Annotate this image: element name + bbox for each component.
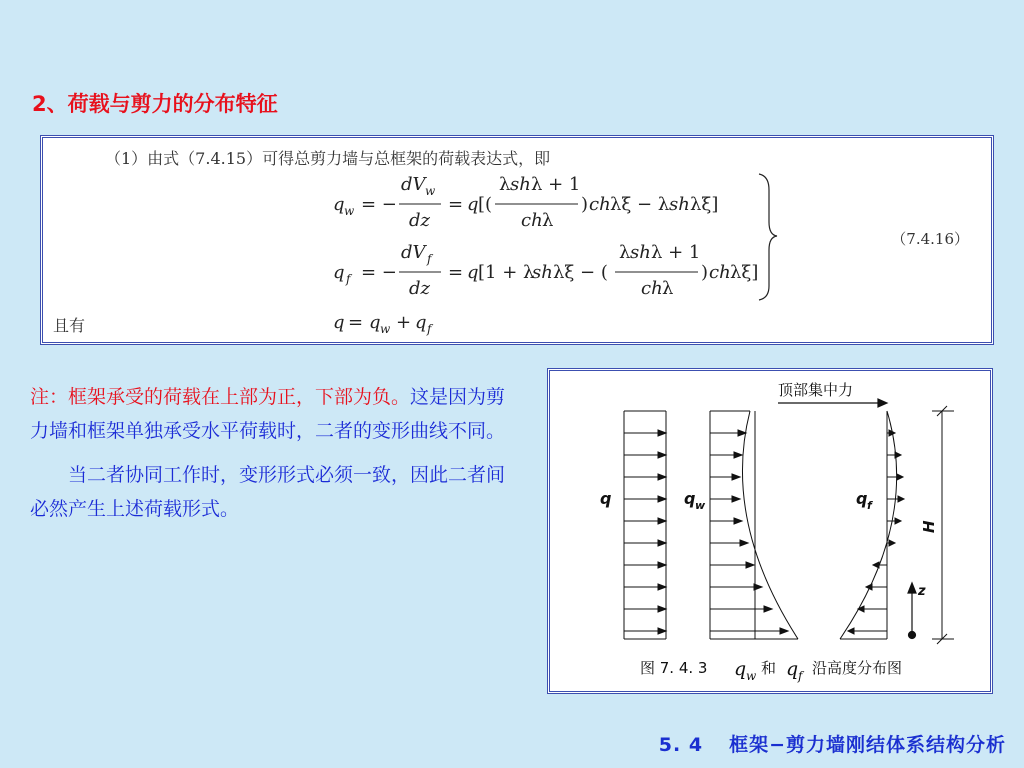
- svg-text:q: q: [415, 312, 427, 333]
- footer-title: 框架−剪力墙刚结体系结构分析: [729, 734, 1006, 756]
- formula-equations: [43, 138, 991, 342]
- svg-text:dz: dz: [409, 210, 431, 231]
- label-qf-sub: f: [867, 499, 872, 512]
- equation-qf: [333, 242, 758, 299]
- svg-text:ch: ch: [589, 194, 611, 215]
- equation-q-sum: [333, 312, 434, 336]
- label-qw-sub: w: [695, 499, 706, 512]
- top-force-arrow: [778, 399, 887, 407]
- svg-text:q: q: [467, 194, 479, 215]
- caption-qw: q: [734, 658, 747, 680]
- label-qw: q: [684, 489, 696, 508]
- qw-diagram: [710, 411, 798, 639]
- svg-text:sh: sh: [510, 174, 531, 195]
- svg-text:f: f: [427, 252, 432, 266]
- note-label: 注：: [30, 386, 69, 408]
- footer: [659, 730, 1006, 757]
- note-blue-text: 这是因为剪力墙和框架单独承受水平荷载时，二者的变形曲线不同。: [30, 386, 506, 442]
- svg-text:q: q: [369, 312, 381, 333]
- svg-text:λ + 1: λ + 1: [531, 174, 581, 195]
- z-axis: [908, 583, 916, 639]
- svg-text:λξ − (: λξ − (: [553, 262, 608, 283]
- svg-text:q: q: [333, 312, 345, 333]
- svg-text:ch: ch: [641, 278, 663, 299]
- svg-text:dV: dV: [401, 174, 426, 195]
- qf-diagram: [840, 411, 904, 639]
- svg-text:dV: dV: [401, 242, 426, 263]
- equation-qw: [333, 174, 718, 231]
- svg-text:= −: = −: [361, 262, 397, 283]
- svg-text:= −: = −: [361, 194, 397, 215]
- caption-suffix: 沿高度分布图: [812, 659, 903, 677]
- svg-text:λ: λ: [662, 278, 674, 299]
- svg-text:λξ − λ: λξ − λ: [610, 194, 670, 215]
- note-text: [30, 380, 520, 526]
- caption-qf-sub: f: [798, 669, 803, 683]
- svg-text:λ + 1: λ + 1: [651, 242, 701, 263]
- label-qf: q: [856, 489, 868, 508]
- svg-text:f: f: [427, 322, 432, 336]
- svg-text:): ): [581, 194, 589, 215]
- right-brace: [759, 174, 777, 300]
- svg-text:λξ]: λξ]: [730, 262, 759, 283]
- label-z: z: [918, 584, 926, 599]
- caption-mid: 和: [761, 659, 777, 677]
- svg-text:=: =: [448, 262, 464, 283]
- svg-text:+: +: [396, 312, 412, 333]
- svg-text:λ: λ: [619, 242, 631, 263]
- svg-text:sh: sh: [630, 242, 651, 263]
- svg-text:[(: [(: [478, 194, 493, 215]
- top-force-label: 顶部集中力: [778, 381, 854, 399]
- svg-text:w: w: [344, 204, 355, 218]
- section-heading: 2、荷载与剪力的分布特征: [32, 92, 278, 116]
- svg-text:=: =: [348, 312, 364, 333]
- svg-text:q: q: [333, 194, 345, 215]
- formula-intro: （1）由式（7.4.15）可得总剪力墙与总框架的荷载表达式，即: [105, 149, 551, 168]
- svg-text:λξ]: λξ]: [690, 194, 719, 215]
- equation-number: （7.4.16）: [891, 230, 969, 248]
- caption-prefix: 图 7. 4. 3: [640, 659, 708, 677]
- svg-text:sh: sh: [532, 262, 553, 283]
- label-H: H: [920, 520, 938, 533]
- svg-text:ch: ch: [709, 262, 731, 283]
- svg-text:ch: ch: [521, 210, 543, 231]
- svg-text:w: w: [380, 322, 391, 336]
- svg-text:[1 + λ: [1 + λ: [478, 262, 535, 283]
- q-diagram: [624, 411, 666, 639]
- figure-box: [547, 368, 993, 694]
- svg-text:λ: λ: [499, 174, 511, 195]
- svg-text:=: =: [448, 194, 464, 215]
- caption-qw-sub: w: [746, 669, 757, 683]
- label-q: q: [600, 489, 612, 508]
- svg-text:q: q: [333, 262, 345, 283]
- svg-text:q: q: [467, 262, 479, 283]
- svg-text:λ: λ: [542, 210, 554, 231]
- svg-text:w: w: [425, 184, 436, 198]
- svg-text:): ): [701, 262, 709, 283]
- also-label: 且有: [53, 316, 86, 335]
- note-paragraph-1: [30, 380, 520, 448]
- svg-text:dz: dz: [409, 278, 431, 299]
- formula-box: [40, 135, 994, 345]
- note-paragraph-2: 当二者协同工作时，变形形式必须一致，因此二者间必然产生上述荷载形式。: [30, 464, 506, 520]
- note-red-text: 框架承受的荷载在上部为正，下部为负。: [68, 386, 411, 408]
- svg-text:f: f: [346, 272, 351, 286]
- footer-section-number: 5. 4: [658, 734, 704, 756]
- caption-qf: q: [786, 658, 799, 680]
- svg-text:sh: sh: [669, 194, 690, 215]
- load-distribution-figure: [550, 371, 990, 691]
